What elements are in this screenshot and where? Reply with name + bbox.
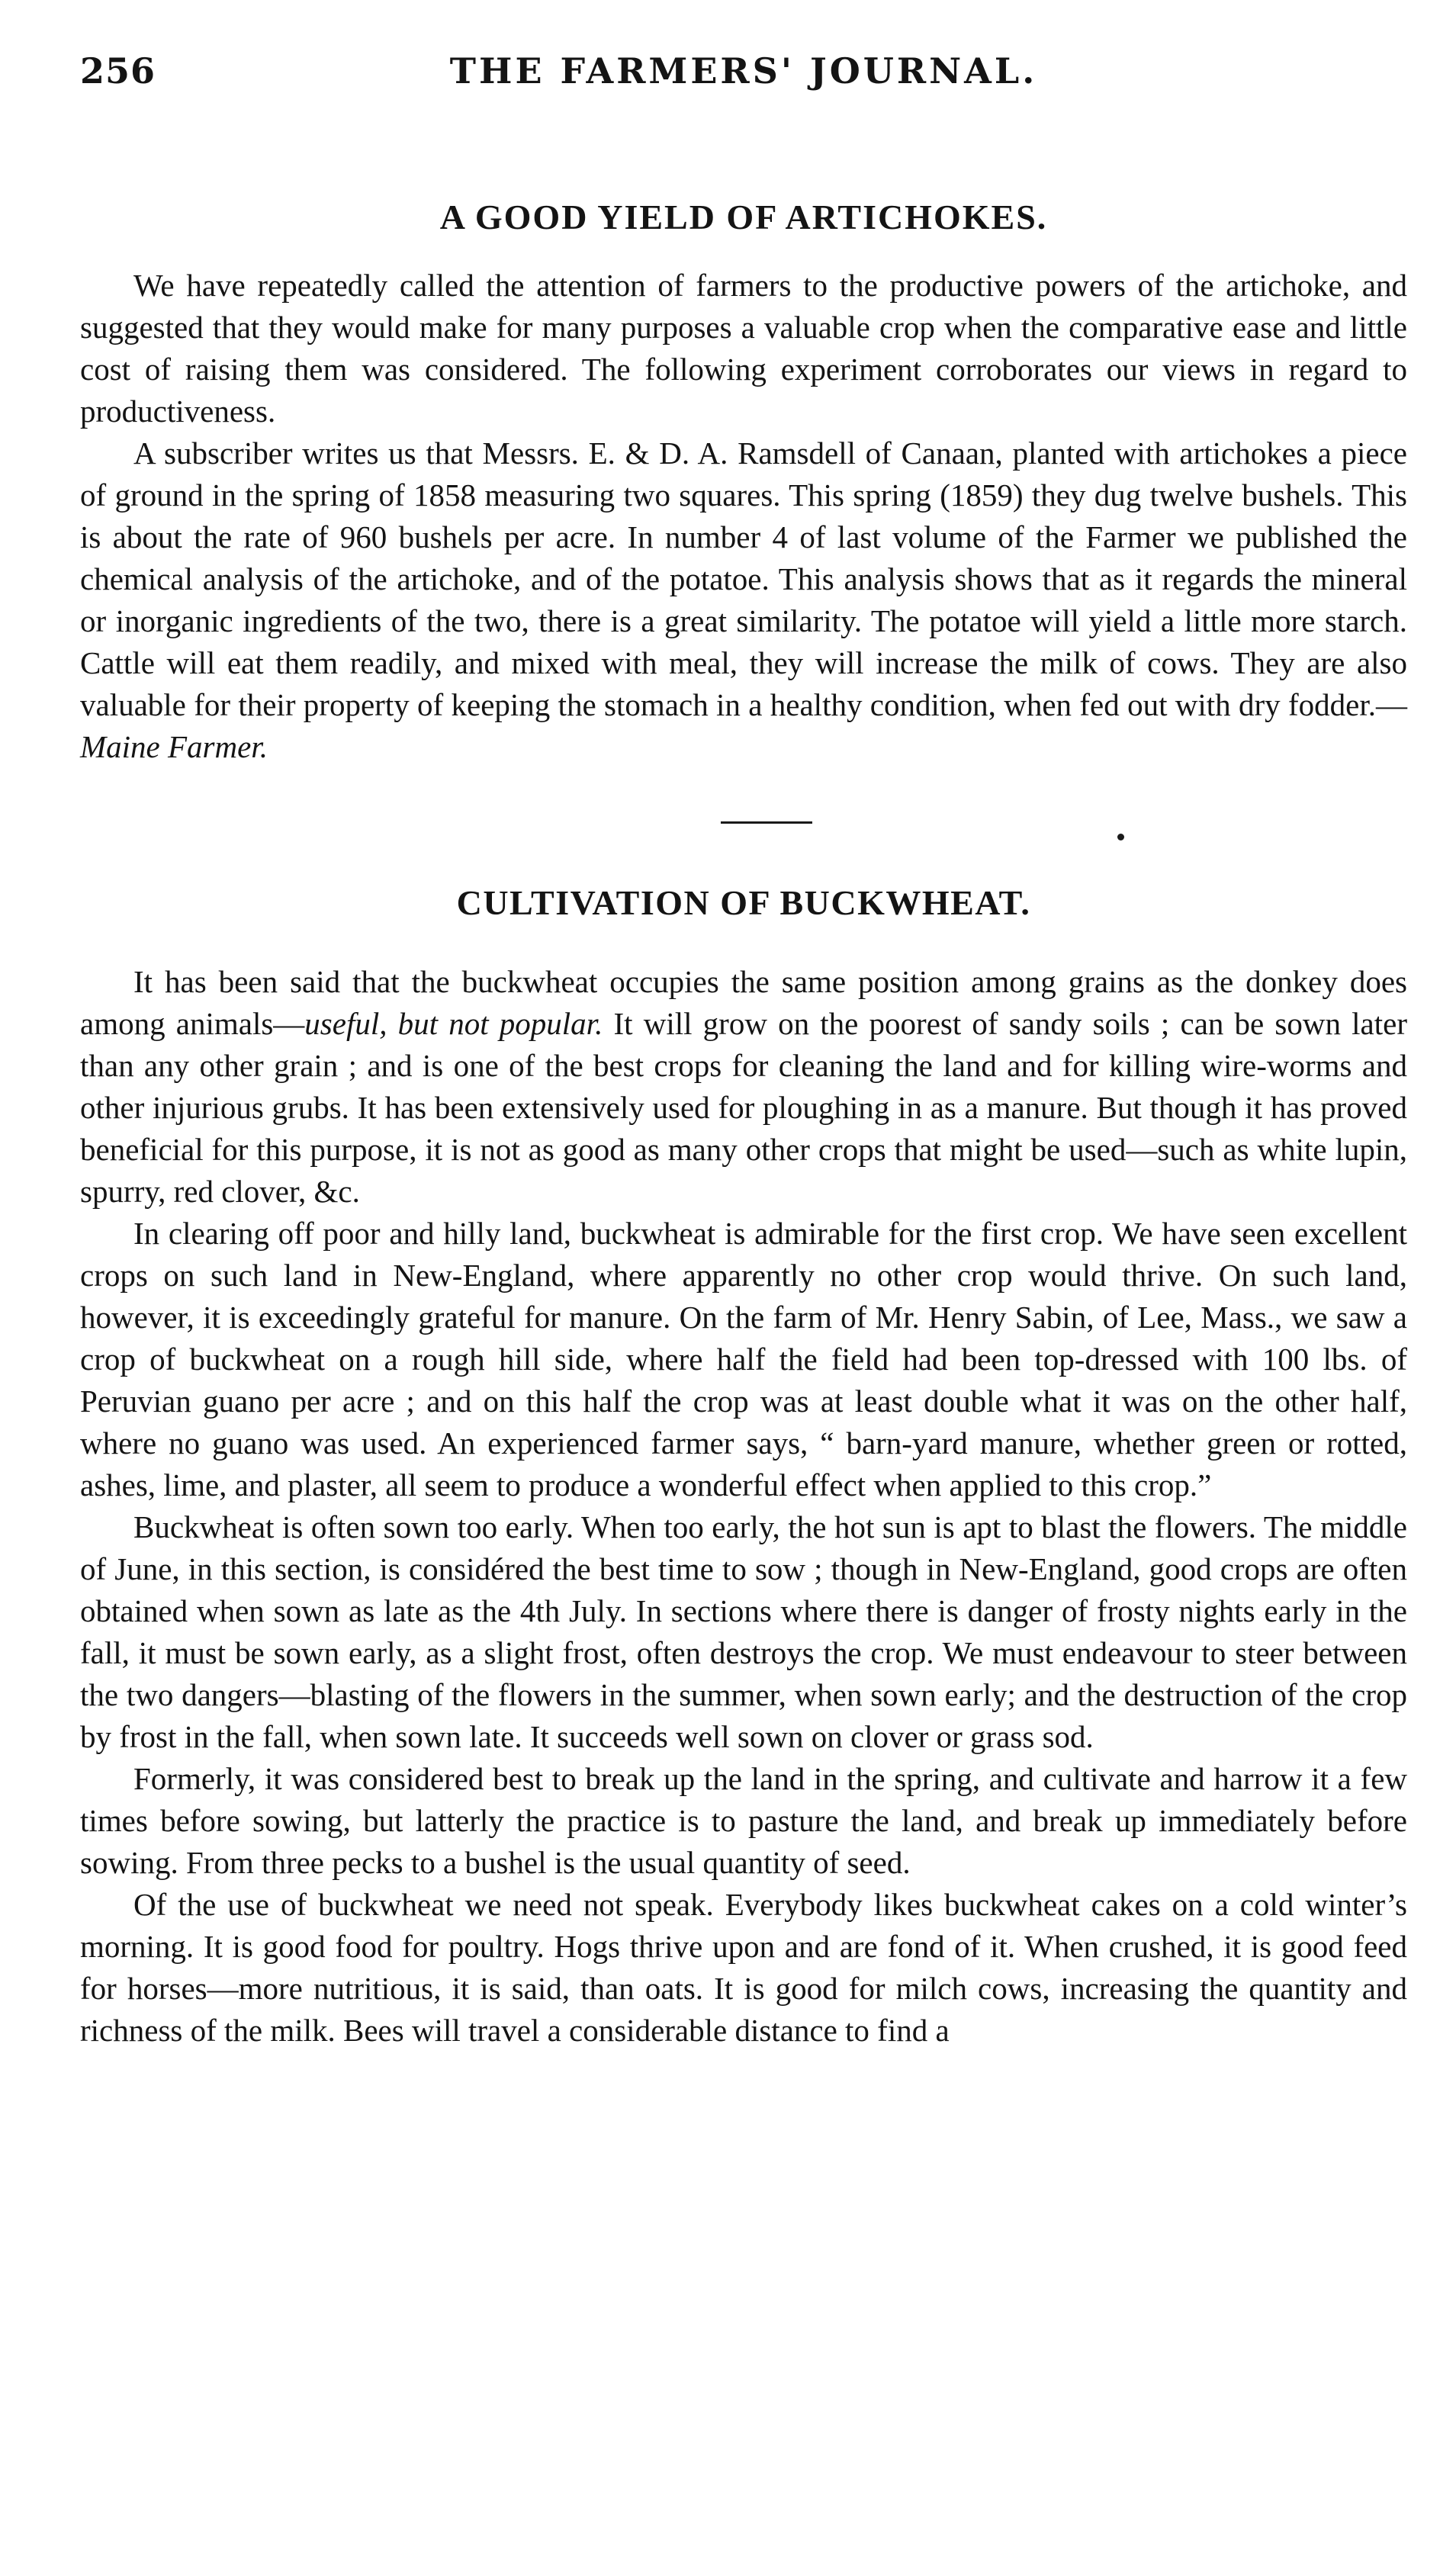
artichokes-article-title: A GOOD YIELD OF ARTICHOKES. xyxy=(439,198,1048,236)
buckwheat-paragraph-1-start: It has been said that the buckwheat occupies the same position among grains as the donkey does among animals— xyxy=(80,964,1407,1041)
article-source: Maine Farmer. xyxy=(80,729,268,764)
divider-rule xyxy=(721,821,812,824)
artichokes-paragraph-2-text: A subscriber writes us that Messrs. E. & D. A. Ramsdell of Canaan, planted with artichokes a piece of ground in the spring of 1858 measuring two squares. This spring (1859) they dug twelve bushels. This is about the rate of 960 bushels per acre. In number 4 of last volume of the Farmer we published the chemical analysis of the artichoke, and of the potatoe. This analysis shows that as it regards the mineral or inorganic ingredients of the two, there is a great similarity. The potatoe will yield a little more starch. Cattle will eat them readily, and mixed with meal, they will increase the milk of cows. They are also valuable for their property of keeping the stomach in a healthy condition, when fed out with dry fodder.— xyxy=(80,435,1407,722)
buckwheat-paragraph-5: Of the use of buckwheat we need not speak. Everybody likes buckwheat cakes on a cold winter’s morning. It is good food for poultry. Hogs thrive upon and are fond of it. When crushed, it is good feed for horses—more nutritious, it is said, than oats. It is good for milch cows, increasing the quantity and richness of the milk. Bees will travel a considerable distance to find a xyxy=(80,1887,1407,2048)
buckwheat-paragraph-1 xyxy=(80,961,1407,1213)
journal-title: THE FARMERS' JOURNAL. xyxy=(449,50,1038,92)
artichokes-paragraph-1: We have repeatedly called the attention of farmers to the productive powers of the artichoke, and suggested that they would make for many purposes a valuable crop when the comparative ease and little cost of raising them was considered. The following experiment corroborates our views in regard to productiveness. xyxy=(80,268,1407,429)
artichokes-article-body xyxy=(80,265,1407,768)
running-head xyxy=(80,46,1407,107)
section-separator xyxy=(80,768,1407,882)
buckwheat-paragraph-4: Formerly, it was considered best to break up the land in the spring, and cultivate and harrow it a few times before sowing, but latterly the practice is to pasture the land, and break up immediately before sowing. From three pecks to a bushel is the usual quantity of seed. xyxy=(80,1761,1407,1880)
page-number: 256 xyxy=(80,50,156,92)
buckwheat-paragraph-2: In clearing off poor and hilly land, buckwheat is admirable for the first crop. We have seen excellent crops on such land in New-England, where apparently no other crop would thrive. On such land, however, it is exceedingly grateful for manure. On the farm of Mr. Henry Sabin, of Lee, Mass., we saw a crop of buckwheat on a rough hill side, where half the field had been top-dressed with 100 lbs. of Peruvian guano per acre ; and on this half the crop was at least double what it was on the other half, where no guano was used. An experienced farmer says, “ barn-yard manure, whether green or rotted, ashes, lime, and plaster, all seem to produce a wonderful effect when applied to this crop.” xyxy=(80,1216,1407,1502)
buckwheat-paragraph-3: Buckwheat is often sown too early. When too early, the hot sun is apt to blast the flowers. The middle of June, in this section, is considéred the best time to sow ; though in New-England, good crops are often obtained when sown as late as the 4th July. In sections where there is danger of frosty nights early in the fall, it must be sown early, as a slight frost, often destroys the crop. We must endeavour to steer between the two dangers—blasting of the flowers in the summer, when sown early; and the destruction of the crop by frost in the fall, when sown late. It succeeds well sown on clover or grass sod. xyxy=(80,1509,1407,1754)
buckwheat-article-title: CULTIVATION OF BUCKWHEAT. xyxy=(456,883,1031,922)
buckwheat-italic-phrase: useful, but not popular. xyxy=(304,1006,603,1041)
journal-page xyxy=(80,46,1407,2052)
buckwheat-paragraph-1-end: It will grow on the poorest of sandy soils ; can be sown later than any other grain ; and is one of the best crops for cleaning the land and for killing wire-worms and other injurious grubs. It has been extensively used for ploughing in as a manure. But though it has proved beneficial for this purpose, it is not as good as many other crops that might be used—such as white lupin, spurry, red clover, &c. xyxy=(80,1006,1407,1209)
artichokes-paragraph-2 xyxy=(80,432,1407,768)
ink-dot xyxy=(1117,834,1124,840)
buckwheat-article-body xyxy=(80,961,1407,2052)
